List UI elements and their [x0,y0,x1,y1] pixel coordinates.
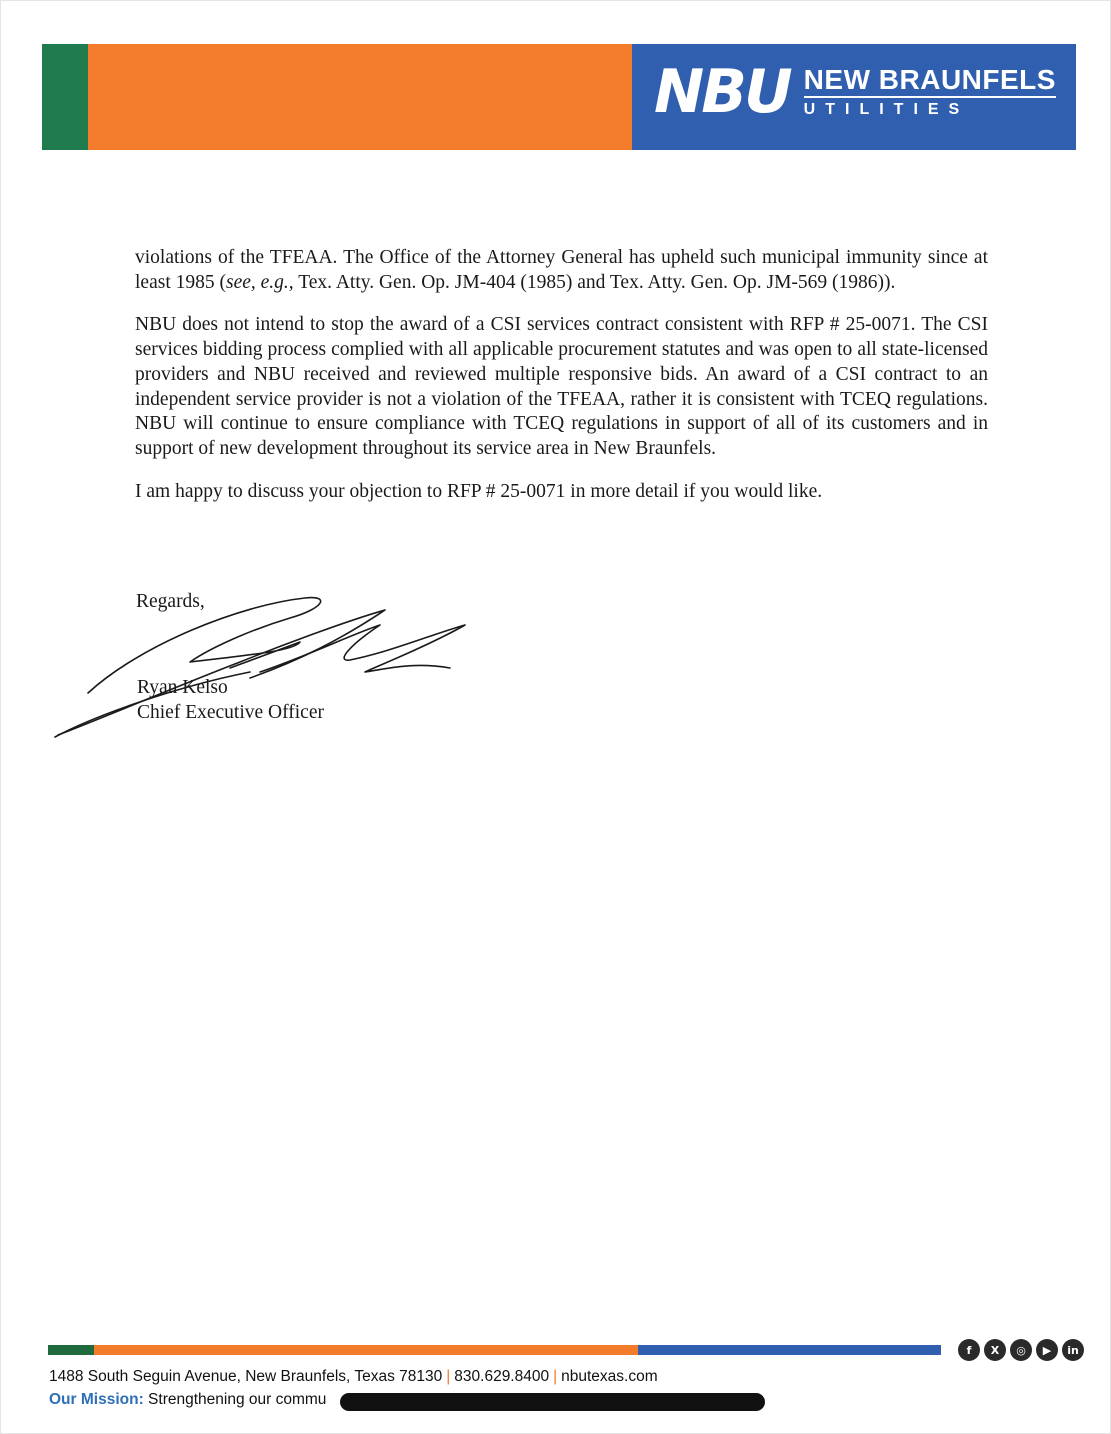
p1-text-a: violations of the TFEAA. The Office of the Attorney General has upheld such municipal immunity since at least 1985 ( [135,247,988,293]
letter-body [135,246,988,522]
footer-phone: 830.629.8400 [454,1368,550,1385]
footer-green-segment [48,1345,94,1355]
footer-address: 1488 South Seguin Avenue, New Braunfels, Texas 78130 [49,1368,443,1385]
footer-orange-segment [94,1345,638,1355]
instagram-icon[interactable]: ◎ [1010,1339,1032,1361]
logo-line1: NEW BRAUNFELS [804,65,1056,98]
social-links [958,1339,1084,1361]
logo-wordmark [804,65,1056,119]
mission-text: Strengthening our commu [148,1391,327,1408]
footer-contact [49,1368,658,1386]
footer-mission [49,1391,326,1409]
banner-orange-segment [88,44,632,150]
footer-website[interactable]: nbutexas.com [561,1368,658,1385]
footer-blue-segment [638,1345,941,1355]
banner-green-segment [42,44,88,150]
paragraph-2: NBU does not intend to stop the award of a CSI services contract consistent with RFP # 25-0071. The CSI services bidding process complied with all applicable procurement statutes and was open to all state-licensed providers and NBU received and reviewed multiple responsive bids. An award of a CSI contract to an independent service provider is not a violation of the TFEAA, rather it is consistent with TCEQ regulations. NBU will continue to ensure compliance with TCEQ regulations in support of all of its customers and in support of new development throughout its service area in New Braunfels. [135,314,988,459]
paragraph-3: I am happy to discuss your objection to RFP # 25-0071 in more detail if you would like. [135,480,823,502]
separator: | [553,1368,558,1385]
signatory-name: Ryan Kelso [137,677,228,698]
linkedin-icon[interactable]: in [1062,1339,1084,1361]
signatory [137,676,324,725]
nbu-logo [654,57,1056,127]
youtube-icon[interactable]: ▶ [1036,1339,1058,1361]
closing-regards: Regards, [136,591,205,612]
logo-line2: UTILITIES [803,101,970,119]
separator: | [446,1368,451,1385]
banner-blue-segment [632,44,1076,150]
signatory-title: Chief Executive Officer [137,701,324,723]
logo-mark: NBU [654,57,790,127]
x-icon[interactable]: X [984,1339,1006,1361]
paragraph-1 [135,246,988,295]
signature-icon [50,590,480,750]
facebook-icon[interactable]: f [958,1339,980,1361]
footer-bar [48,1345,941,1355]
redaction-bar [340,1393,765,1411]
mission-label: Our Mission: [49,1391,144,1408]
p1-text-b: Tex. Atty. Gen. Op. JM-404 (1985) and Tex. Atty. Gen. Op. JM-569 (1986)). [293,271,896,293]
p1-italic: see, e.g., [225,271,294,293]
letterhead-banner [42,44,1076,150]
